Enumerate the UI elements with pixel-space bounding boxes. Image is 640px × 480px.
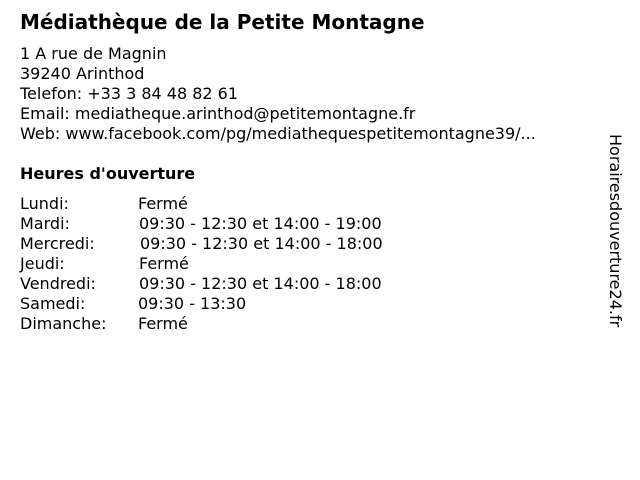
day-hours: 09:30 - 12:30 et 14:00 - 18:00: [139, 274, 382, 293]
email-line: Email: mediatheque.arinthod@petitemontagne.fr: [20, 104, 416, 123]
day-label: Jeudi:: [20, 254, 65, 273]
day-hours: 09:30 - 13:30: [138, 294, 247, 313]
contact-block: [20, 44, 536, 144]
day-label: Lundi:: [20, 194, 69, 213]
day-hours: 09:30 - 12:30 et 14:00 - 18:00: [140, 234, 383, 253]
page-title: Médiathèque de la Petite Montagne: [20, 10, 425, 34]
day-label: Mercredi:: [20, 234, 95, 253]
day-hours: Fermé: [139, 254, 189, 273]
address-city: 39240 Arinthod: [20, 64, 145, 83]
day-hours: Fermé: [138, 314, 188, 333]
web-line: Web: www.facebook.com/pg/mediathequespetitemontagne39/...: [20, 124, 536, 143]
day-hours: 09:30 - 12:30 et 14:00 - 19:00: [139, 214, 382, 233]
day-hours: Fermé: [138, 194, 188, 213]
day-label: Vendredi:: [20, 274, 96, 293]
phone-line: Telefon: +33 3 84 48 82 61: [20, 84, 239, 103]
hours-heading: Heures d'ouverture: [20, 164, 196, 183]
day-label: Dimanche:: [20, 314, 107, 333]
address-street: 1 A rue de Magnin: [20, 44, 167, 63]
day-label: Mardi:: [20, 214, 70, 233]
day-label: Samedi:: [20, 294, 86, 313]
site-watermark: Horairesdouverture24.fr: [606, 134, 625, 328]
